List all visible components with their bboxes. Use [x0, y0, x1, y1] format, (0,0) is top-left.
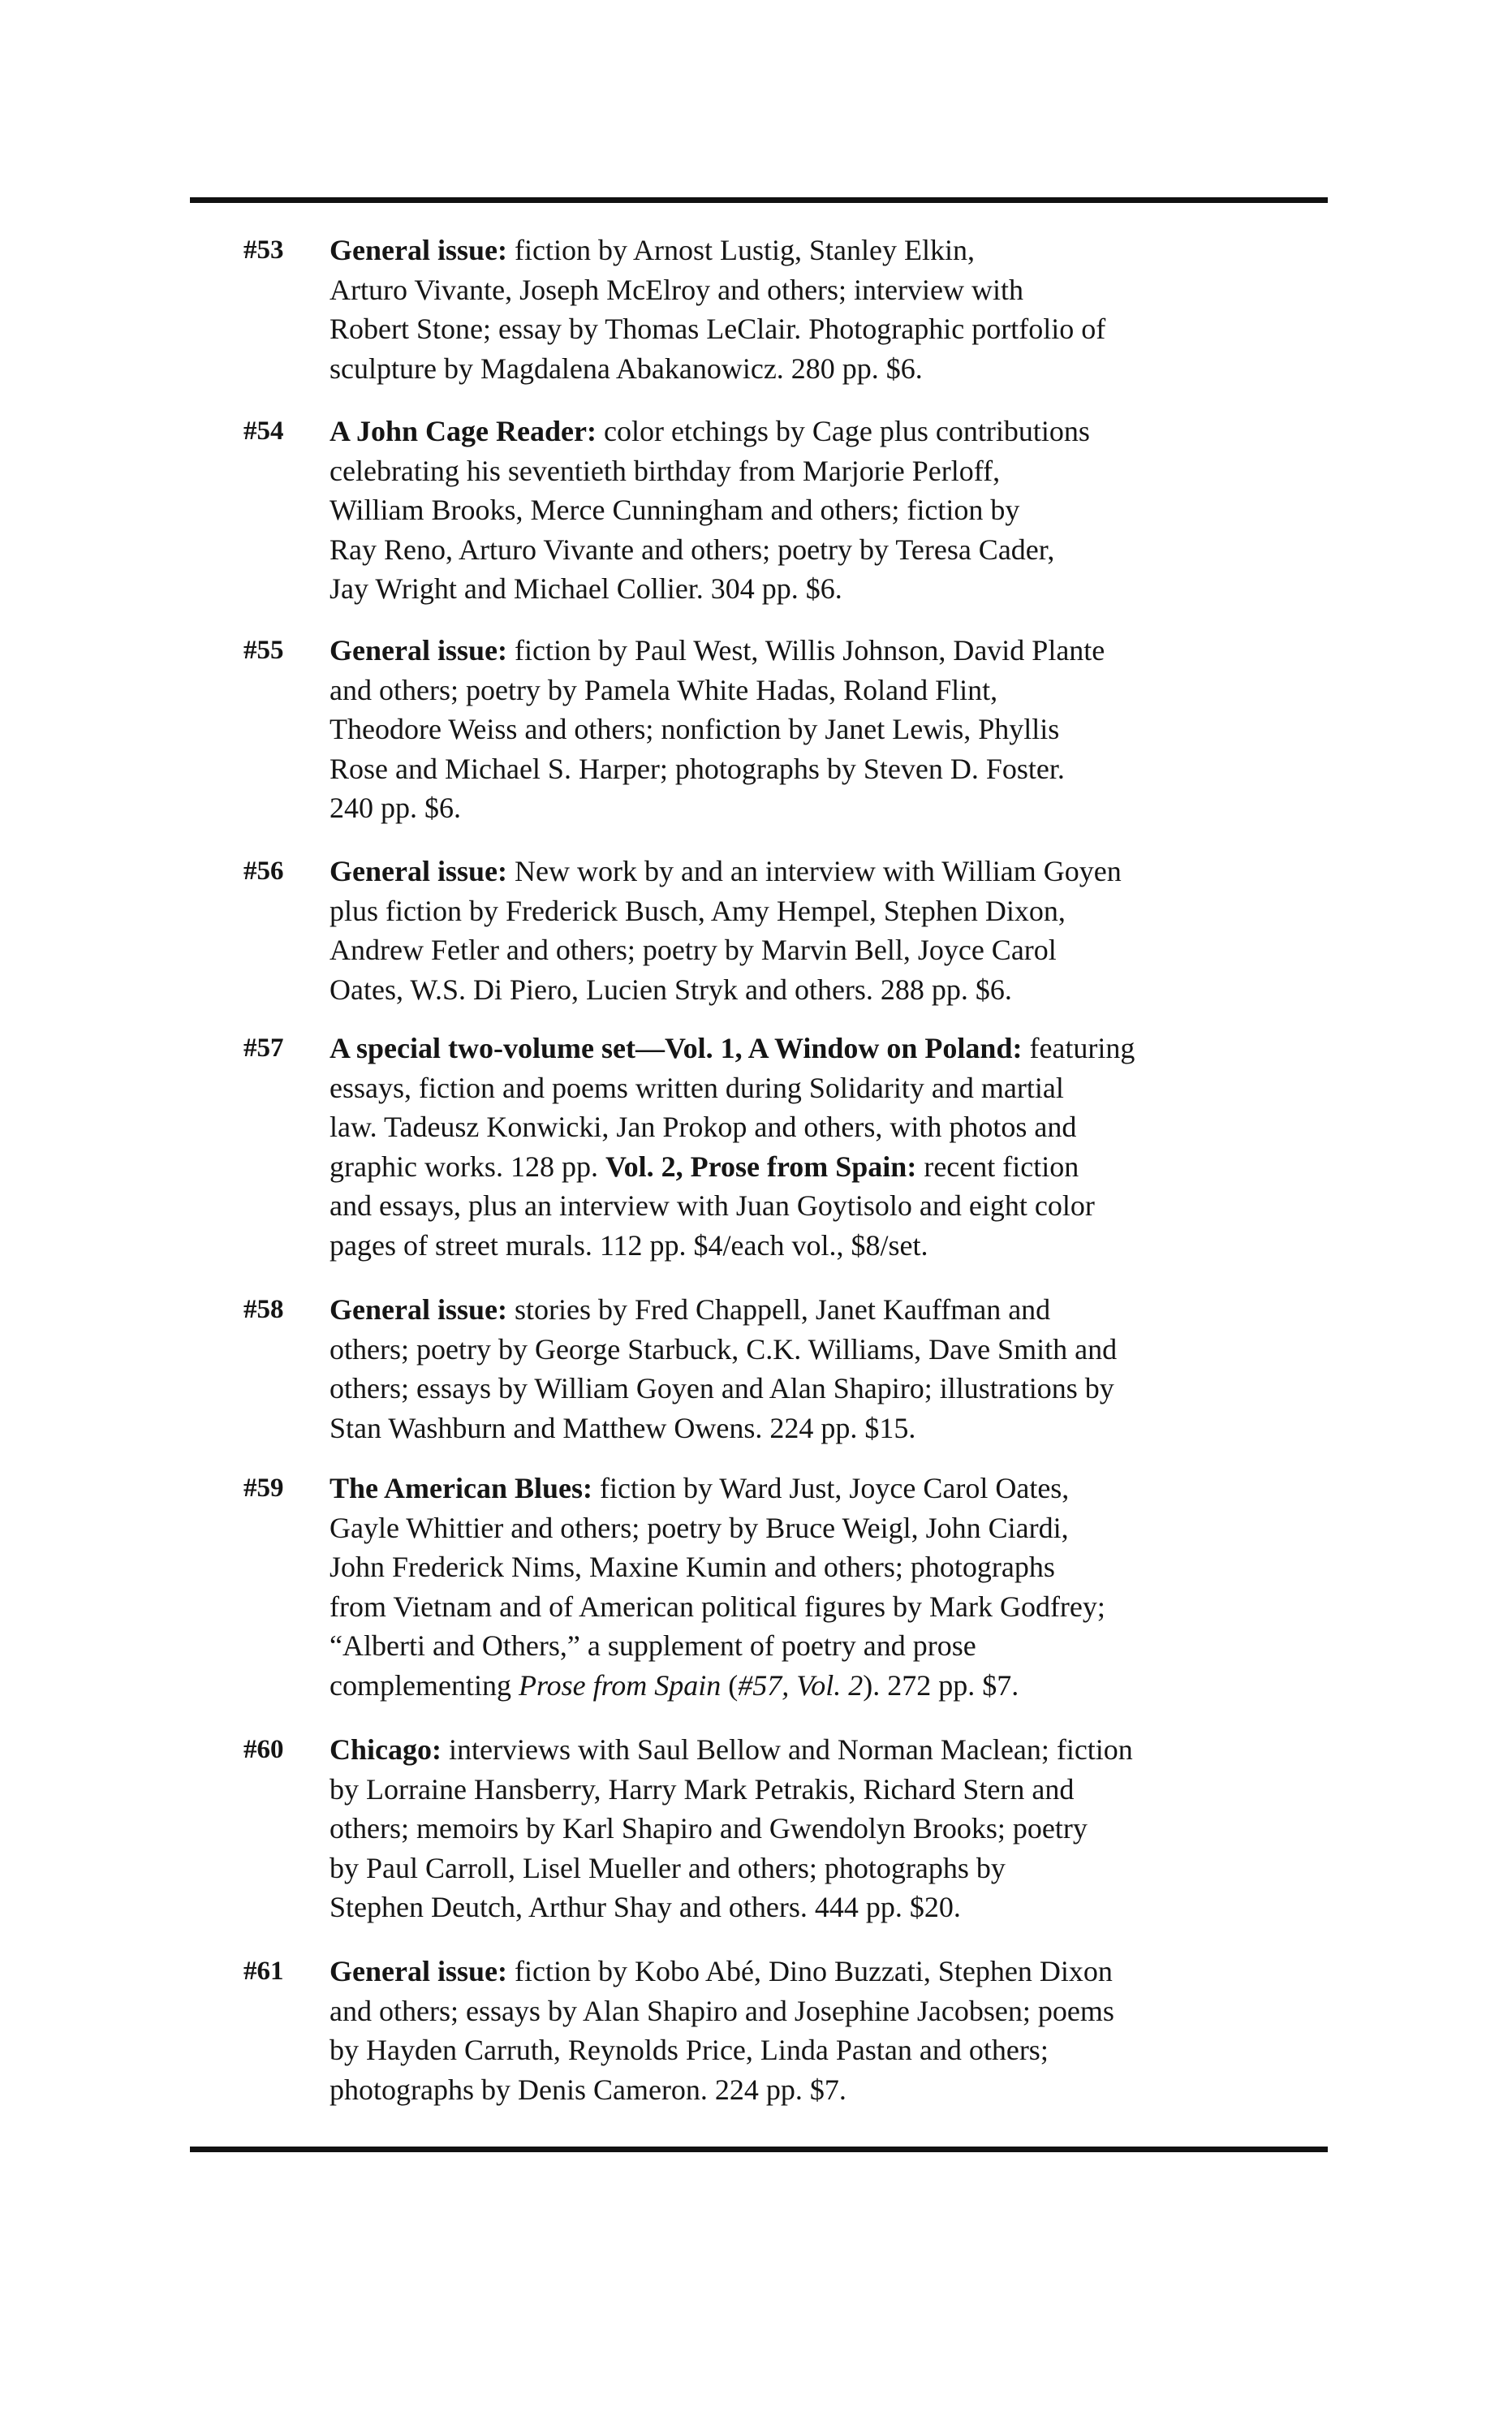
description-line — [330, 852, 1363, 891]
text-segment: fiction by Paul West, Willis Johnson, David Plante — [506, 634, 1105, 667]
issue-title-segment: The American Blues: — [330, 1472, 592, 1504]
description-line — [330, 451, 1363, 491]
description-line — [330, 1547, 1363, 1587]
issue-title-segment: General issue: — [330, 234, 507, 266]
issue-number: #53 — [243, 235, 284, 265]
issue-number: #61 — [243, 1957, 284, 1986]
text-segment: by Paul Carroll, Lisel Mueller and others; photographs by — [330, 1851, 1006, 1884]
description-line — [330, 1469, 1363, 1508]
description-line — [330, 1991, 1363, 2031]
bottom-rule — [190, 2147, 1328, 2152]
description-line — [330, 970, 1363, 1010]
description-line — [330, 788, 1363, 828]
description-line — [330, 569, 1363, 609]
description-line — [330, 2070, 1363, 2110]
issue-description — [330, 231, 1363, 388]
description-line — [330, 631, 1363, 671]
description-line — [330, 270, 1363, 310]
issue-title-segment: General issue: — [330, 855, 507, 887]
issue-title-segment: Vol. 2, Prose from Spain: — [605, 1150, 917, 1183]
text-segment: interviews with Saul Bellow and Norman Maclean; fiction — [442, 1733, 1133, 1766]
text-segment: Arturo Vivante, Joseph McElroy and others; interview with — [330, 273, 1023, 306]
description-line — [330, 349, 1363, 389]
description-line — [330, 1626, 1363, 1666]
description-line — [330, 1849, 1363, 1888]
issue-number: #59 — [243, 1474, 284, 1503]
text-segment: fiction by Arnost Lustig, Stanley Elkin, — [506, 234, 975, 266]
description-line — [330, 1666, 1363, 1706]
description-line — [330, 1330, 1363, 1370]
issue-title-segment: A John Cage Reader: — [330, 415, 597, 447]
issue-title-segment: General issue: — [330, 1293, 507, 1326]
text-segment: plus fiction by Frederick Busch, Amy Hempel, Stephen Dixon, — [330, 894, 1066, 927]
description-line — [330, 1809, 1363, 1849]
text-segment: William Brooks, Merce Cunningham and others; fiction by — [330, 494, 1020, 526]
text-segment: Gayle Whittier and others; poetry by Bruce Weigl, John Ciardi, — [330, 1511, 1069, 1544]
text-segment: essays, fiction and poems written during Solidarity and martial — [330, 1071, 1064, 1104]
text-segment: sculpture by Magdalena Abakanowicz. 280 pp. $6. — [330, 352, 923, 385]
issue-description — [330, 1952, 1363, 2109]
description-line — [330, 1888, 1363, 1927]
issue-description — [330, 631, 1363, 828]
issue-description — [330, 412, 1363, 609]
text-segment: and others; poetry by Pamela White Hadas, Roland Flint, — [330, 673, 998, 706]
text-segment: by Hayden Carruth, Reynolds Price, Linda Pastan and others; — [330, 2034, 1049, 2066]
issue-number: #54 — [243, 416, 284, 446]
description-line — [330, 1107, 1363, 1147]
description-line — [330, 1730, 1363, 1770]
issue-number: #58 — [243, 1295, 284, 1324]
issue-title-segment: General issue: — [330, 1955, 507, 1987]
text-segment: others; poetry by George Starbuck, C.K. Williams, Dave Smith and — [330, 1332, 1118, 1366]
issue-number: #57 — [243, 1033, 284, 1063]
text-segment: Rose and Michael S. Harper; photographs by Steven D. Foster. — [330, 752, 1065, 785]
description-line — [330, 530, 1363, 570]
issue-title-segment: General issue: — [330, 634, 507, 667]
text-segment: by Lorraine Hansberry, Harry Mark Petrakis, Richard Stern and — [330, 1772, 1075, 1806]
text-segment: photographs by Denis Cameron. 224 pp. $7. — [330, 2073, 846, 2106]
text-segment: graphic works. 128 pp. — [330, 1150, 605, 1183]
issue-description — [330, 852, 1363, 1009]
text-segment: New work by and an interview with William Goyen — [506, 855, 1122, 887]
description-line — [330, 671, 1363, 710]
issue-number: #60 — [243, 1735, 284, 1764]
text-segment: and essays, plus an interview with Juan Goytisolo and eight color — [330, 1189, 1095, 1222]
description-line — [330, 231, 1363, 270]
issue-title-segment: A special two-volume set—Vol. 1, A Window on Poland: — [330, 1032, 1023, 1064]
text-segment: others; memoirs by Karl Shapiro and Gwendolyn Brooks; poetry — [330, 1812, 1088, 1845]
text-segment: Stephen Deutch, Arthur Shay and others. 444 pp. $20. — [330, 1891, 961, 1923]
issue-description — [330, 1469, 1363, 1705]
description-line — [330, 1068, 1363, 1108]
text-segment: ( — [721, 1668, 739, 1702]
description-line — [330, 930, 1363, 970]
text-segment: and others; essays by Alan Shapiro and Josephine Jacobsen; poems — [330, 1994, 1114, 2027]
description-line — [330, 2030, 1363, 2070]
description-line — [330, 1290, 1363, 1330]
text-segment: Oates, W.S. Di Piero, Lucien Stryk and others. 288 pp. $6. — [330, 973, 1012, 1006]
description-line — [330, 1186, 1363, 1226]
text-segment: from Vietnam and of American political figures by Mark Godfrey; — [330, 1590, 1105, 1623]
description-line — [330, 1226, 1363, 1266]
text-segment: pages of street murals. 112 pp. $4/each vol., $8/set. — [330, 1228, 928, 1262]
description-line — [330, 1952, 1363, 1991]
description-line — [330, 1587, 1363, 1627]
description-line — [330, 1029, 1363, 1068]
issue-description — [330, 1290, 1363, 1448]
text-segment: recent fiction — [916, 1150, 1079, 1183]
description-line — [330, 1409, 1363, 1448]
text-segment: law. Tadeusz Konwicki, Jan Prokop and others, with photos and — [330, 1111, 1077, 1143]
text-segment: Ray Reno, Arturo Vivante and others; poetry by Teresa Cader, — [330, 533, 1055, 566]
description-line — [330, 412, 1363, 451]
text-segment: color etchings by Cage plus contributions — [596, 415, 1090, 447]
issue-description — [330, 1029, 1363, 1265]
description-line — [330, 309, 1363, 349]
text-segment: John Frederick Nims, Maxine Kumin and others; photographs — [330, 1551, 1055, 1583]
text-segment: celebrating his seventieth birthday from Marjorie Perloff, — [330, 454, 1001, 487]
description-line — [330, 1508, 1363, 1548]
text-segment: Jay Wright and Michael Collier. 304 pp. $6. — [330, 572, 842, 605]
description-line — [330, 891, 1363, 931]
text-segment: complementing — [330, 1668, 519, 1702]
issue-number: #56 — [243, 856, 284, 886]
text-segment: fiction by Kobo Abé, Dino Buzzati, Stephen Dixon — [506, 1955, 1113, 1987]
description-line — [330, 1770, 1363, 1810]
issue-number: #55 — [243, 636, 284, 665]
text-segment: ). 272 pp. $7. — [863, 1668, 1019, 1702]
text-segment: Stan Washburn and Matthew Owens. 224 pp. $15. — [330, 1411, 916, 1444]
text-segment: fiction by Ward Just, Joyce Carol Oates, — [592, 1472, 1070, 1504]
text-segment: Theodore Weiss and others; nonfiction by Janet Lewis, Phyllis — [330, 713, 1060, 745]
italic-segment: Prose from Spain — [518, 1668, 722, 1702]
italic-segment: #57, Vol. 2 — [738, 1668, 864, 1702]
text-segment: featuring — [1022, 1032, 1135, 1064]
description-line — [330, 1147, 1363, 1187]
text-segment: stories by Fred Chappell, Janet Kauffman and — [506, 1293, 1051, 1326]
issue-description — [330, 1730, 1363, 1927]
text-segment: 240 pp. $6. — [330, 792, 461, 824]
issue-title-segment: Chicago: — [330, 1733, 442, 1766]
description-line — [330, 710, 1363, 749]
description-line — [330, 490, 1363, 530]
description-line — [330, 1369, 1363, 1409]
top-rule — [190, 197, 1328, 203]
description-line — [330, 749, 1363, 789]
text-segment: Andrew Fetler and others; poetry by Marvin Bell, Joyce Carol — [330, 934, 1057, 966]
text-segment: “Alberti and Others,” a supplement of poetry and prose — [330, 1629, 976, 1662]
text-segment: others; essays by William Goyen and Alan Shapiro; illustrations by — [330, 1372, 1114, 1404]
text-segment: Robert Stone; essay by Thomas LeClair. Photographic portfolio of — [330, 313, 1106, 345]
